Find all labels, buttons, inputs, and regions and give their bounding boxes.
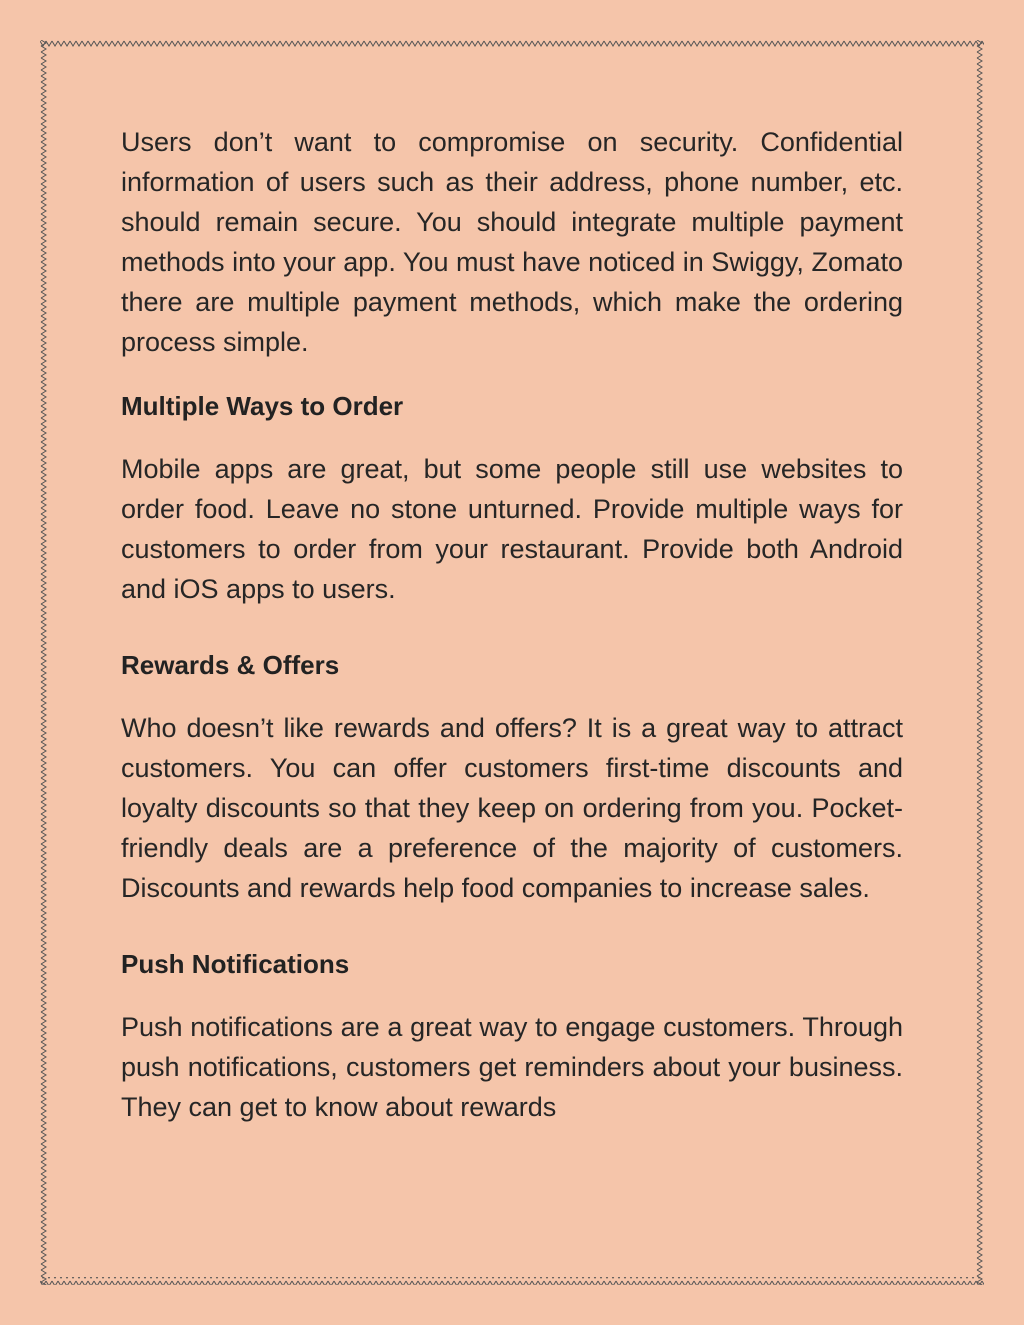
paragraph-push-notifications: Push notifications are a great way to engage customers. Through push notifications, customers get reminders about your business. They can get to know about rewards bbox=[121, 1012, 903, 1122]
document-body bbox=[121, 122, 903, 1127]
paragraph-rewards: Who doesn’t like rewards and offers? It is a great way to attract customers. You can offer customers first-time discounts and loyalty discounts so that they keep on ordering from you. Pocket-friendly deals are a preference of the majority of customers. Discounts and rewards help food companies to increase sales. bbox=[121, 713, 903, 903]
heading-multiple-ways-to-order: Multiple Ways to Order bbox=[121, 391, 404, 421]
heading-push-notifications: Push Notifications bbox=[121, 949, 350, 979]
heading-rewards-offers: Rewards & Offers bbox=[121, 650, 340, 680]
paragraph-multiple-ways: Mobile apps are great, but some people still use websites to order food. Leave no stone unturned. Provide multiple ways for customers to order from your restaurant. Provide both Android and iOS apps to users. bbox=[121, 454, 903, 604]
paragraph-security: Users don’t want to compromise on security. Confidential information of users such as their address, phone number, etc. should remain secure. You should integrate multiple payment methods into your app. You must have noticed in Swiggy, Zomato there are multiple payment methods, which make the ordering process simple. bbox=[121, 127, 903, 357]
